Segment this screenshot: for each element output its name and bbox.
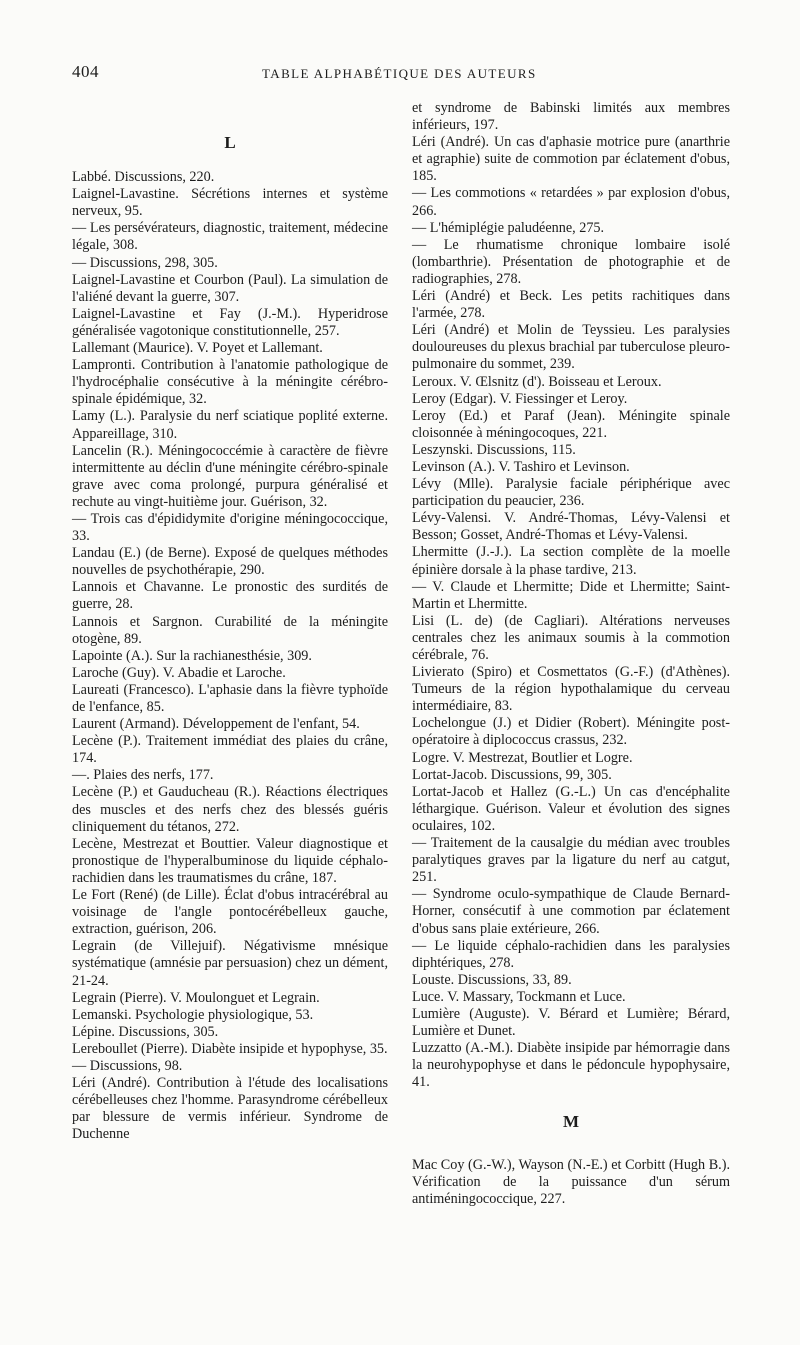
page-number: 404 xyxy=(72,62,99,81)
index-entry: Laroche (Guy). V. Abadie et Laroche. xyxy=(72,664,286,681)
index-entry: Leroy (Ed.) et Paraf (Jean). Méningite spinale cloisonnée à méningocoques, 221. xyxy=(412,407,730,441)
index-entry: Landau (E.) (de Berne). Exposé de quelques méthodes nouvelles de psychothérapie, 290. xyxy=(72,545,388,579)
index-entry: et syndrome de Babinski limités aux membres inférieurs, 197. xyxy=(412,100,730,134)
index-entry: Leroux. V. Œlsnitz (d'). Boisseau et Leroux. xyxy=(412,373,662,390)
index-entry: Léri (André) et Molin de Teyssieu. Les paralysies douloureuses du plexus brachial par tuberculose pleuro-pulmonaire du sommet, 239. xyxy=(412,322,730,373)
index-entry: Luzzatto (A.-M.). Diabète insipide par hémorragie dans la neurohypophyse et dans le pédoncule hypophysaire, 41. xyxy=(412,1040,730,1091)
index-entry: Leszynski. Discussions, 115. xyxy=(412,441,576,458)
index-entry: — Le liquide céphalo-rachidien dans les paralysies diphtériques, 278. xyxy=(412,937,730,971)
index-entry: Laignel-Lavastine et Courbon (Paul). La simulation de l'aliéné devant la guerre, 307. xyxy=(72,271,388,305)
index-entry: Laurent (Armand). Développement de l'enfant, 54. xyxy=(72,716,360,733)
index-entry: — Les commotions « retardées » par explosion d'obus, 266. xyxy=(412,185,730,219)
index-entry: Lannois et Sargnon. Curabilité de la méningite otogène, 89. xyxy=(72,613,388,647)
index-entry: Laureati (Francesco). L'aphasie dans la fièvre typhoïde de l'enfance, 85. xyxy=(72,681,388,715)
index-entry: Laignel-Lavastine. Sécrétions internes et système nerveux, 95. xyxy=(72,186,388,220)
index-entry: Labbé. Discussions, 220. xyxy=(72,169,215,186)
index-entry: Lévy-Valensi. V. André-Thomas, Lévy-Valensi et Besson; Gosset, André-Thomas et Lévy-Valensi. xyxy=(412,510,730,544)
index-entry: Lecène (P.) et Gauducheau (R.). Réactions électriques des muscles et des nerfs chez des blessés guéris cliniquement du tétanos, 272. xyxy=(72,784,388,835)
section-letter-l: L xyxy=(224,133,236,152)
index-entry: Mac Coy (G.-W.), Wayson (N.-E.) et Corbitt (Hugh B.). Vérification de la puissance d'un sérum antiméningococcique, 227. xyxy=(412,1156,730,1207)
index-entry: — Les persévérateurs, diagnostic, traitement, médecine légale, 308. xyxy=(72,220,388,254)
index-entry: Lortat-Jacob. Discussions, 99, 305. xyxy=(412,766,612,783)
index-entry: — Discussions, 298, 305. xyxy=(72,254,218,271)
index-entry: — Discussions, 98. xyxy=(72,1057,183,1074)
left-column xyxy=(72,100,388,1143)
right-column xyxy=(412,100,730,1208)
index-entry: Lampronti. Contribution à l'anatomie pathologique de l'hydrocéphalie consécutive à la méningite cérébro-spinale épidémique, 32. xyxy=(72,357,388,408)
index-entry: Lecène (P.). Traitement immédiat des plaies du crâne, 174. xyxy=(72,733,388,767)
index-entry: Lecène, Mestrezat et Bouttier. Valeur diagnostique et pronostique de l'hyperalbuminose du liquide céphalo-rachidien dans les traumatismes du crâne, 187. xyxy=(72,835,388,886)
page-header xyxy=(0,62,800,88)
index-entry: Legrain (de Villejuif). Négativisme mnésique systématique (amnésie par persuasion) chez un dément, 21-24. xyxy=(72,938,388,989)
index-entry: Léri (André) et Beck. Les petits rachitiques dans l'armée, 278. xyxy=(412,288,730,322)
index-entry: Lisi (L. de) (de Cagliari). Altérations nerveuses centrales chez les animaux soumis à la commotion cérébrale, 76. xyxy=(412,612,730,663)
left-entry-list xyxy=(72,169,388,1143)
index-entry: Lortat-Jacob et Hallez (G.-L.) Un cas d'encéphalite léthargique. Guérison. Valeur et évolution des signes oculaires, 102. xyxy=(412,783,730,834)
index-entry: Le Fort (René) (de Lille). Éclat d'obus intracérébral au voisinage de l'angle pontocérébelleux gauche, extraction, guérison, 206. xyxy=(72,887,388,938)
index-entry: Léri (André). Un cas d'aphasie motrice pure (anarthrie et agraphie) suite de commotion par éclatement d'obus, 185. xyxy=(412,134,730,185)
index-entry: Legrain (Pierre). V. Moulonguet et Legrain. xyxy=(72,989,320,1006)
index-entry: — Le rhumatisme chronique lombaire isolé (lombarthrie). Présentation de photographie et de radiographies, 278. xyxy=(412,236,730,287)
index-entry: — L'hémiplégie paludéenne, 275. xyxy=(412,219,605,236)
index-entry: Lemanski. Psychologie physiologique, 53. xyxy=(72,1006,314,1023)
index-entry: Logre. V. Mestrezat, Boutlier et Logre. xyxy=(412,749,633,766)
index-entry: Leroy (Edgar). V. Fiessinger et Leroy. xyxy=(412,390,628,407)
index-entry: Léri (André). Contribution à l'étude des localisations cérébelleuses chez l'homme. Parasyndrome cérébelleux par blessure de vermis inférieur. Syndrome de Duchenne xyxy=(72,1075,388,1143)
index-entry: Lochelongue (J.) et Didier (Robert). Méningite post-opératoire à diplococcus crassus, 232. xyxy=(412,715,730,749)
index-entry: Lallemant (Maurice). V. Poyet et Lallemant. xyxy=(72,340,323,357)
right-entry-list-l xyxy=(412,100,730,1091)
index-entry: Lumière (Auguste). V. Bérard et Lumière; Bérard, Lumière et Dunet. xyxy=(412,1005,730,1040)
index-entry: Lapointe (A.). Sur la rachianesthésie, 309. xyxy=(72,647,312,664)
index-entry: Lannois et Chavanne. Le pronostic des surdités de guerre, 28. xyxy=(72,579,388,613)
running-title: TABLE ALPHABÉTIQUE DES AUTEURS xyxy=(262,66,537,81)
index-entry: Louste. Discussions, 33, 89. xyxy=(412,971,572,988)
index-entry: Lereboullet (Pierre). Diabète insipide et hypophyse, 35. xyxy=(72,1040,388,1057)
index-entry: Livierato (Spiro) et Cosmettatos (G.-F.) (d'Athènes). Tumeurs de la région hypothalamique du cerveau intermédiaire, 83. xyxy=(412,664,730,715)
index-entry: Lévy (Mlle). Paralysie faciale périphérique avec participation du peaucier, 236. xyxy=(412,476,730,510)
right-entry-list-m xyxy=(412,1157,730,1208)
index-entry: Lépine. Discussions, 305. xyxy=(72,1023,219,1040)
index-entry: Levinson (A.). V. Tashiro et Levinson. xyxy=(412,458,630,475)
index-entry: — Traitement de la causalgie du médian avec troubles paralytiques graves par la ligature du nerf au catgut, 251. xyxy=(412,835,730,886)
index-entry: —. Plaies des nerfs, 177. xyxy=(72,767,214,784)
index-entry: Lancelin (R.). Méningococcémie à caractère de fièvre intermittente au déclin d'une méningite cérébro-spinale grave avec coma prolongé, purpura généralisé et rechute au vingt-huitième jour. Guérison, 32. xyxy=(72,442,388,510)
index-entry: — V. Claude et Lhermitte; Dide et Lhermitte; Saint-Martin et Lhermitte. xyxy=(412,578,730,612)
section-letter-m: M xyxy=(562,1112,580,1132)
index-entry: Luce. V. Massary, Tockmann et Luce. xyxy=(412,988,626,1005)
index-entry: — Syndrome oculo-sympathique de Claude Bernard-Horner, consécutif à une commotion par éclatement d'obus sans plaie extérieure, 266. xyxy=(412,886,730,937)
index-entry: Lhermitte (J.-J.). La section complète de la moelle épinière dorsale à la phase tardive, 213. xyxy=(412,544,730,578)
index-entry: Lamy (L.). Paralysie du nerf sciatique poplité externe. Appareillage, 310. xyxy=(72,408,388,442)
index-entry: Laignel-Lavastine et Fay (J.-M.). Hyperidrose généralisée vagotonique constitutionnelle, 257. xyxy=(72,305,388,339)
index-entry: — Trois cas d'épididymite d'origine méningococcique, 33. xyxy=(72,510,388,545)
